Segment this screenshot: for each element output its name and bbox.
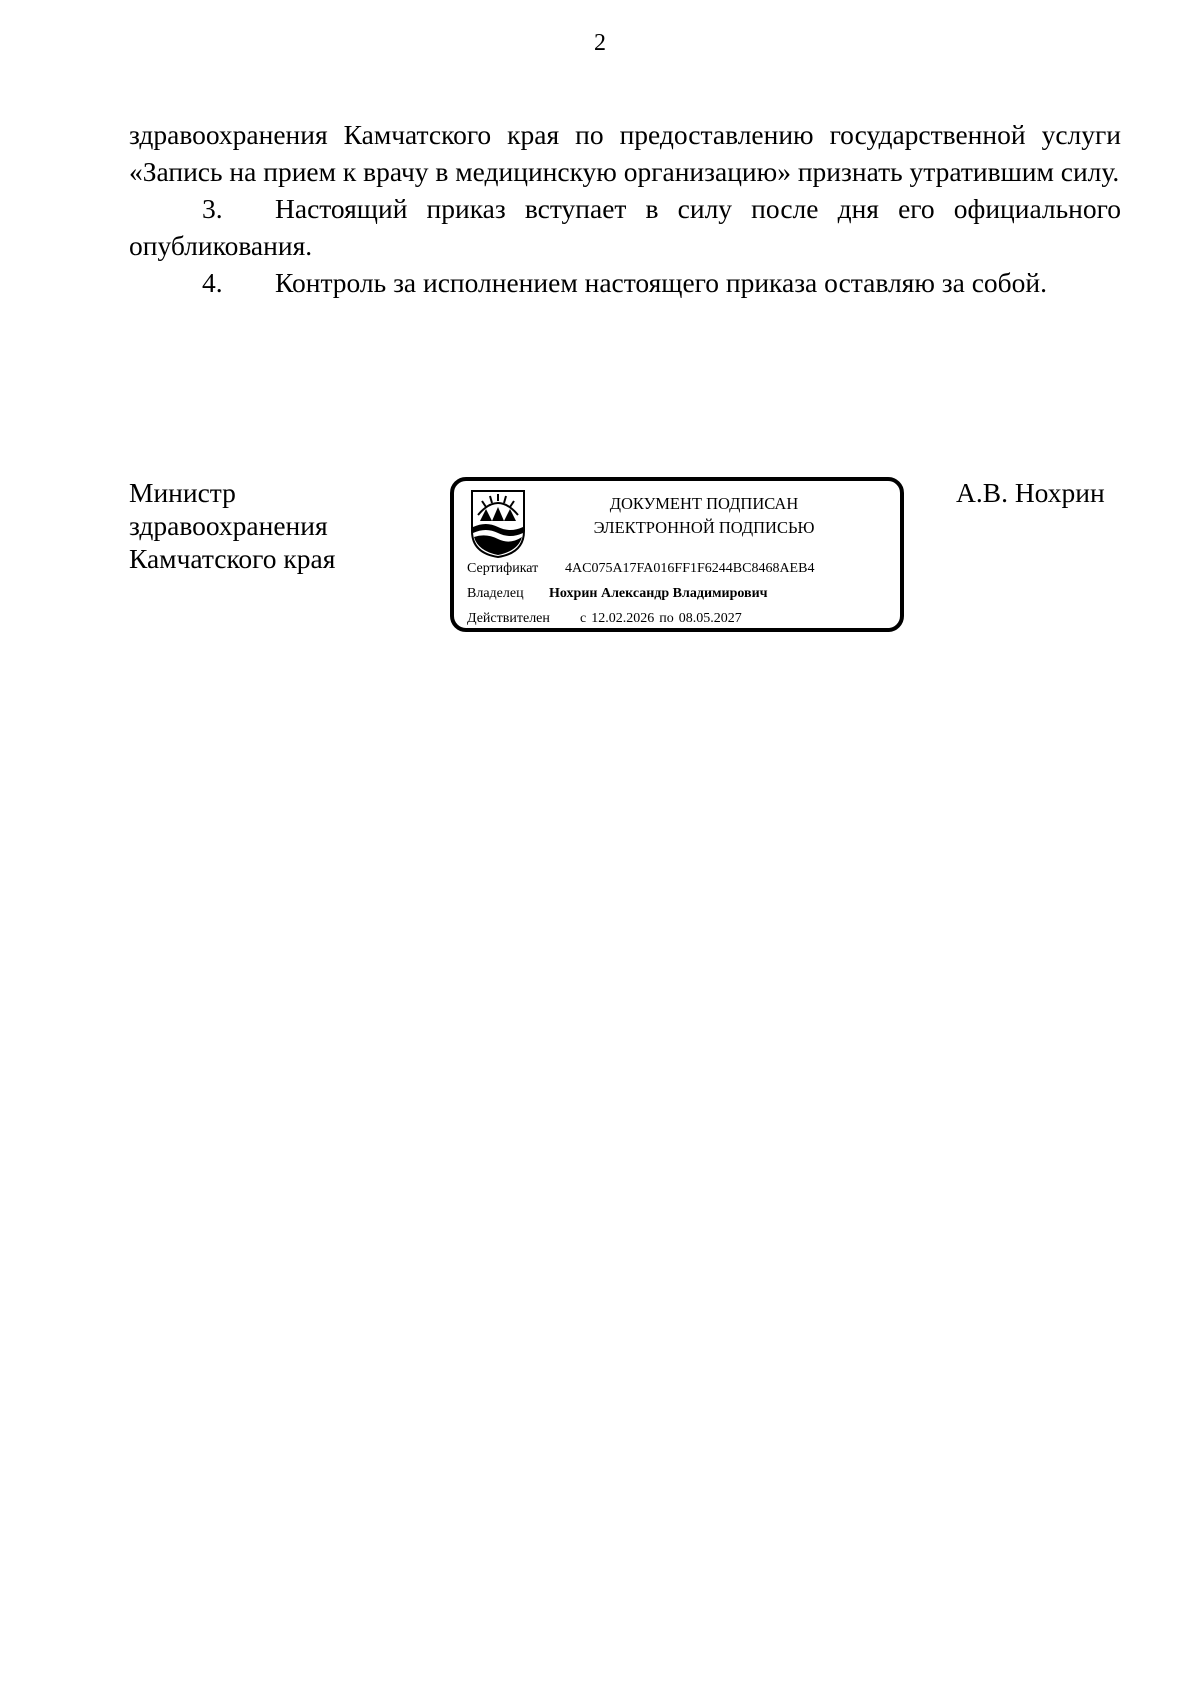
valid-to: 08.05.2027	[678, 611, 742, 626]
signatory-name: А.В. Нохрин	[956, 477, 1105, 508]
position-line-1: Министр	[129, 477, 236, 508]
document-body	[129, 116, 1121, 301]
position-line-2: здравоохранения	[129, 510, 328, 541]
signatory-position	[129, 476, 335, 575]
electronic-signature-stamp	[450, 477, 904, 632]
paragraph-item-4	[129, 264, 1121, 301]
item-3-number: 3.	[202, 193, 223, 224]
certificate-value: 4AC075A17FA016FF1F6244BC8468AEB4	[565, 561, 815, 576]
item-4-number: 4.	[202, 267, 223, 298]
stamp-certificate-row	[467, 559, 814, 579]
paragraph-continuation: здравоохранения Камчатского края по предоставлению государственной услуги «Запись на прием к врачу в медицинскую организацию» признать утратившим силу.	[129, 119, 1121, 187]
stamp-validity-row	[467, 609, 742, 629]
valid-to-prefix: по	[659, 611, 674, 626]
stamp-title-line-1: ДОКУМЕНТ ПОДПИСАН	[609, 494, 799, 513]
page-number: 2	[594, 30, 606, 56]
item-4-text: Контроль за исполнением настоящего приказа оставляю за собой.	[275, 267, 1047, 298]
item-3-text: Настоящий приказ вступает в силу после дня его официального опубликования.	[129, 193, 1121, 261]
valid-from-prefix: с	[580, 611, 587, 626]
paragraph-item-3	[129, 190, 1121, 264]
certificate-label: Сертификат	[467, 561, 539, 576]
owner-value: Нохрин Александр Владимирович	[549, 586, 768, 601]
valid-from: 12.02.2026	[591, 611, 655, 626]
valid-label: Действителен	[467, 611, 550, 626]
position-line-3: Камчатского края	[129, 543, 336, 574]
owner-label: Владелец	[467, 586, 524, 601]
kamchatka-emblem-icon	[468, 487, 528, 559]
stamp-title-line-2: ЭЛЕКТРОННОЙ ПОДПИСЬЮ	[593, 518, 815, 537]
stamp-owner-row	[467, 584, 768, 604]
